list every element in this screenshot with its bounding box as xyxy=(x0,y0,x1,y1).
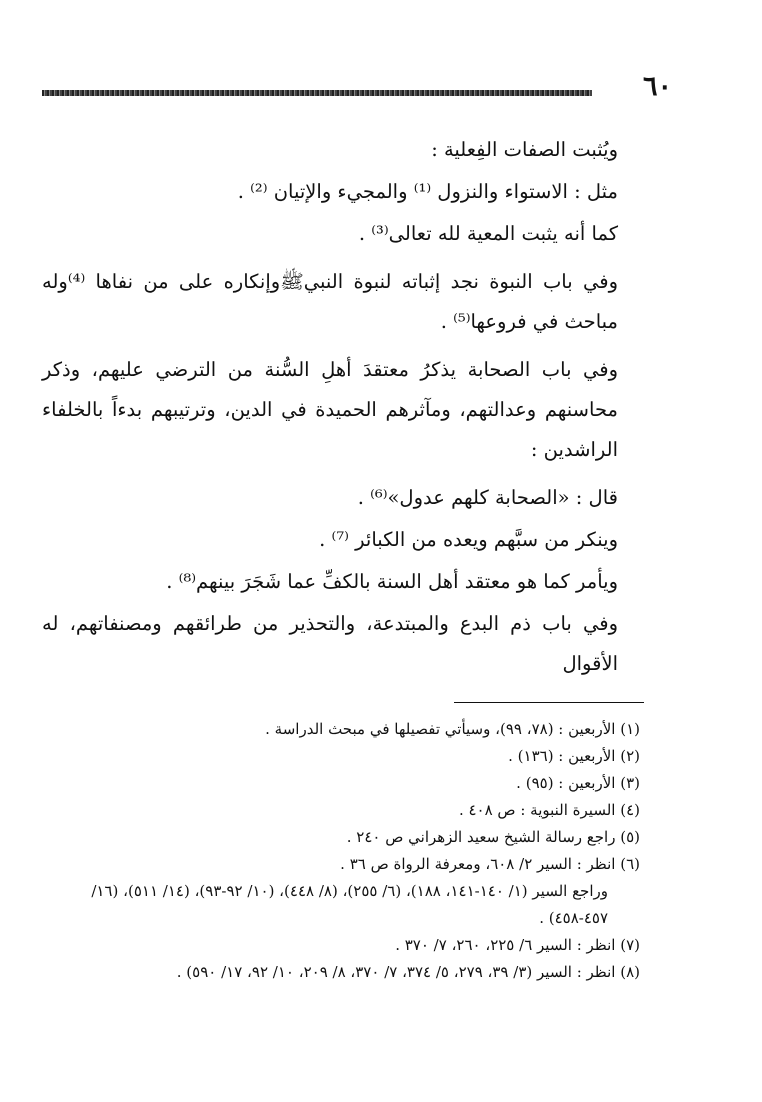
paragraph: مثل : الاستواء والنزول ⁽¹⁾ والمجيء والإتيان ⁽²⁾ . xyxy=(237,180,618,203)
paragraph: وفي باب النبوة نجد إثباته لنبوة النبيﷺوإنكاره على من نفاها ⁽⁴⁾وله مباحث في فروعها⁽⁵⁾ . xyxy=(42,270,618,333)
page-number: ٦٠ xyxy=(642,71,672,102)
footnote: (٥) راجع رسالة الشيخ سعيد الزهراني ص ٢٤٠ . xyxy=(346,828,640,846)
footnote-continuation: وراجع السير (١/ ١٤٠-١٤١، ١٨٨)، (٦/ ٢٥٥)، (٨/ ٤٤٨)، (١٠/ ٩٢-٩٣)، (١٤/ ٥١١)، (١٦/ ٤٥٧-٤٥٨) . xyxy=(91,882,608,927)
footnotes xyxy=(50,716,640,986)
paragraph: ويأمر كما هو معتقد أهل السنة بالكفِّ عما شَجَرَ بينهم⁽⁸⁾ . xyxy=(166,570,618,593)
footnote: (٣) الأربعين : (٩٥) . xyxy=(516,774,640,792)
paragraph: كما أنه يثبت المعية لله تعالى⁽³⁾ . xyxy=(358,222,618,245)
paragraph: ويُثبت الصفات الفِعلية : xyxy=(431,138,618,161)
header-rule xyxy=(42,90,592,96)
footnote-separator xyxy=(454,702,644,703)
paragraph: وفي باب الصحابة يذكرُ معتقدَ أهلِ السُّنة من الترضي عليهم، وذكر محاسنهم وعدالتهم، ومآثرهم الحميدة في الدين، وترتيبهم بدءاً بالخلفاء الراشدين : xyxy=(42,358,618,461)
footnote: (١) الأربعين : (٧٨، ٩٩)، وسيأتي تفصيلها في مبحث الدراسة . xyxy=(265,720,640,738)
paragraph: وينكر من سبَّهم ويعده من الكبائر ⁽⁷⁾ . xyxy=(319,528,618,551)
footnote: (٤) السيرة النبوية : ص ٤٠٨ . xyxy=(458,801,640,819)
footnote: (٦) انظر : السير ٢/ ٦٠٨، ومعرفة الرواة ص ٣٦ . xyxy=(340,855,640,873)
footnote: (٧) انظر : السير ٦/ ٢٢٥، ٢٦٠، ٧/ ٣٧٠ . xyxy=(395,936,640,954)
paragraph: وفي باب ذم البدع والمبتدعة، والتحذير من طرائقهم ومصنفاتهم، له الأقوال xyxy=(42,612,618,675)
footnote: (٢) الأربعين : (١٣٦) . xyxy=(508,747,640,765)
footnote: (٨) انظر : السير (٣/ ٣٩، ٢٧٩، ٥/ ٣٧٤، ٧/ ٣٧٠، ٨/ ٢٠٩، ١٠/ ٩٢، ١٧/ ٥٩٠) . xyxy=(176,963,640,981)
body-text xyxy=(42,130,640,692)
page-header xyxy=(42,71,672,102)
paragraph: قال : «الصحابة كلهم عدول»⁽⁶⁾ . xyxy=(357,486,618,509)
